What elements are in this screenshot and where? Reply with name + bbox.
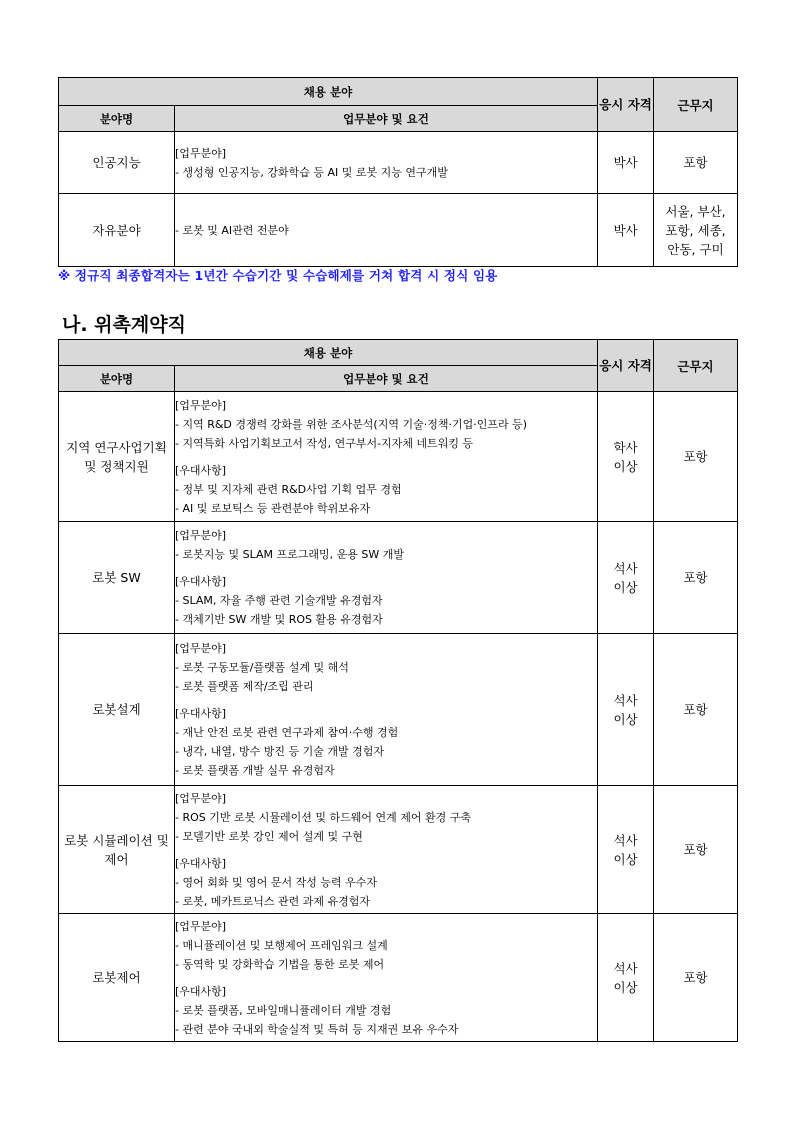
preferred-line: - 객체기반 SW 개발 및 ROS 활용 유경험자	[175, 613, 383, 626]
duties-line: - 지역 R&D 경쟁력 강화를 위한 조사분석(지역 기술·정책·기업·인프라 등)	[175, 417, 527, 431]
table-row	[59, 634, 738, 786]
header-location: 근무지	[654, 78, 738, 132]
field-name-cell: 로봇제어	[59, 914, 175, 1042]
preferred-line: - AI 및 로보틱스 등 관련분야 학위보유자	[175, 501, 371, 515]
duties-line: [업무분야]	[175, 642, 227, 655]
location-cell: 서울, 부산, 포항, 세종, 안동, 구미	[654, 194, 738, 267]
duties-line: - 로봇 구동모듈/플랫폼 설계 및 해석	[175, 661, 349, 674]
table-row	[59, 392, 738, 522]
field-name-cell: 자유분야	[59, 194, 175, 267]
duties-line: - ROS 기반 로봇 시뮬레이션 및 하드웨어 연계 제어 환경 구축	[175, 810, 471, 824]
table-row	[59, 786, 738, 914]
preferred-line: [우대사항]	[175, 984, 227, 998]
duties-cell	[175, 522, 598, 634]
header-field-name: 분야명	[59, 366, 175, 392]
preferred-line: [우대사항]	[175, 575, 227, 588]
duties-cell	[175, 392, 598, 522]
preferred-line: - 로봇 플랫폼 개발 실무 유경험자	[175, 764, 335, 777]
preferred-line: - SLAM, 자율 주행 관련 기술개발 유경험자	[175, 594, 383, 607]
qualification-cell: 박사	[598, 194, 654, 267]
header-field-name: 분야명	[59, 106, 175, 132]
qualification-cell: 학사 이상	[598, 392, 654, 522]
preferred-line: - 재난 안전 로봇 관련 연구과제 참여·수행 경험	[175, 726, 399, 739]
duties-line: - 로봇 플랫폼 제작/조립 관리	[175, 680, 314, 693]
qualification-cell: 석사 이상	[598, 522, 654, 634]
field-name-cell: 로봇 시뮬레이션 및 제어	[59, 786, 175, 914]
header-qualification: 응시 자격	[598, 340, 654, 392]
duties-cell	[175, 914, 598, 1042]
table-row	[59, 914, 738, 1042]
header-duties: 업무분야 및 요건	[175, 106, 598, 132]
preferred-line: - 냉각, 내열, 방수 방진 등 기술 개발 경험자	[175, 745, 384, 758]
location-cell: 포항	[654, 392, 738, 522]
duties-line: [업무분야]	[175, 529, 227, 542]
table-row	[59, 194, 738, 267]
field-name-cell: 로봇설계	[59, 634, 175, 786]
duties-line: - 로봇 및 AI관련 전분야	[175, 223, 289, 237]
duties-line: [업무분야]	[175, 398, 227, 412]
preferred-line: - 관련 분야 국내외 학술실적 및 특허 등 지재권 보유 우수자	[175, 1022, 459, 1036]
recruit-table-contract	[58, 339, 738, 1042]
duties-line: - 모델기반 로봇 강인 제어 설계 및 구현	[175, 829, 363, 843]
header-location: 근무지	[654, 340, 738, 392]
section-title: 나. 위촉계약직	[62, 314, 186, 336]
field-name-cell: 로봇 SW	[59, 522, 175, 634]
duties-cell	[175, 634, 598, 786]
duties-line: - 지역특화 사업기획보고서 작성, 연구부서-지자체 네트워킹 등	[175, 436, 474, 450]
preferred-line: - 로봇, 메카트로닉스 관련 과제 유경험자	[175, 894, 370, 908]
location-cell: 포항	[654, 132, 738, 194]
location-cell: 포항	[654, 914, 738, 1042]
header-qualification: 응시 자격	[598, 78, 654, 132]
qualification-cell: 석사 이상	[598, 634, 654, 786]
header-category: 채용 분야	[59, 78, 598, 106]
duties-line: - 동역학 및 강화학습 기법을 통한 로봇 제어	[175, 957, 385, 971]
header-duties: 업무분야 및 요건	[175, 366, 598, 392]
qualification-cell: 석사 이상	[598, 786, 654, 914]
preferred-line: - 로봇 플랫폼, 모바일매니퓰레이터 개발 경험	[175, 1003, 392, 1017]
qualification-cell: 박사	[598, 132, 654, 194]
location-cell: 포항	[654, 522, 738, 634]
duties-cell	[175, 194, 598, 267]
duties-line: [업무분야]	[175, 919, 227, 933]
duties-line: [업무분야]	[175, 791, 227, 805]
duties-line: [업무분야]	[175, 146, 227, 160]
duties-cell	[175, 786, 598, 914]
field-name-cell: 지역 연구사업기획 및 정책지원	[59, 392, 175, 522]
preferred-line: [우대사항]	[175, 463, 227, 477]
duties-line: - 매니퓰레이션 및 보행제어 프레임워크 설계	[175, 938, 388, 952]
duties-line: - 로봇지능 및 SLAM 프로그래밍, 운용 SW 개발	[175, 548, 404, 561]
preferred-line: [우대사항]	[175, 856, 227, 870]
location-cell: 포항	[654, 634, 738, 786]
preferred-line: - 정부 및 지자체 관련 R&D사업 기획 업무 경험	[175, 482, 402, 496]
recruit-table-regular	[58, 77, 738, 267]
table-row	[59, 522, 738, 634]
table-row	[59, 132, 738, 194]
field-name-cell: 인공지능	[59, 132, 175, 194]
probation-notice: ※ 정규직 최종합격자는 1년간 수습기간 및 수습해제를 거쳐 합격 시 정식 임용	[58, 268, 498, 283]
duties-line: - 생성형 인공지능, 강화학습 등 AI 및 로봇 지능 연구개발	[175, 165, 448, 179]
duties-cell	[175, 132, 598, 194]
header-category: 채용 분야	[59, 340, 598, 366]
qualification-cell: 석사 이상	[598, 914, 654, 1042]
preferred-line: [우대사항]	[175, 707, 227, 720]
preferred-line: - 영어 회화 및 영어 문서 작성 능력 우수자	[175, 875, 377, 889]
location-cell: 포항	[654, 786, 738, 914]
